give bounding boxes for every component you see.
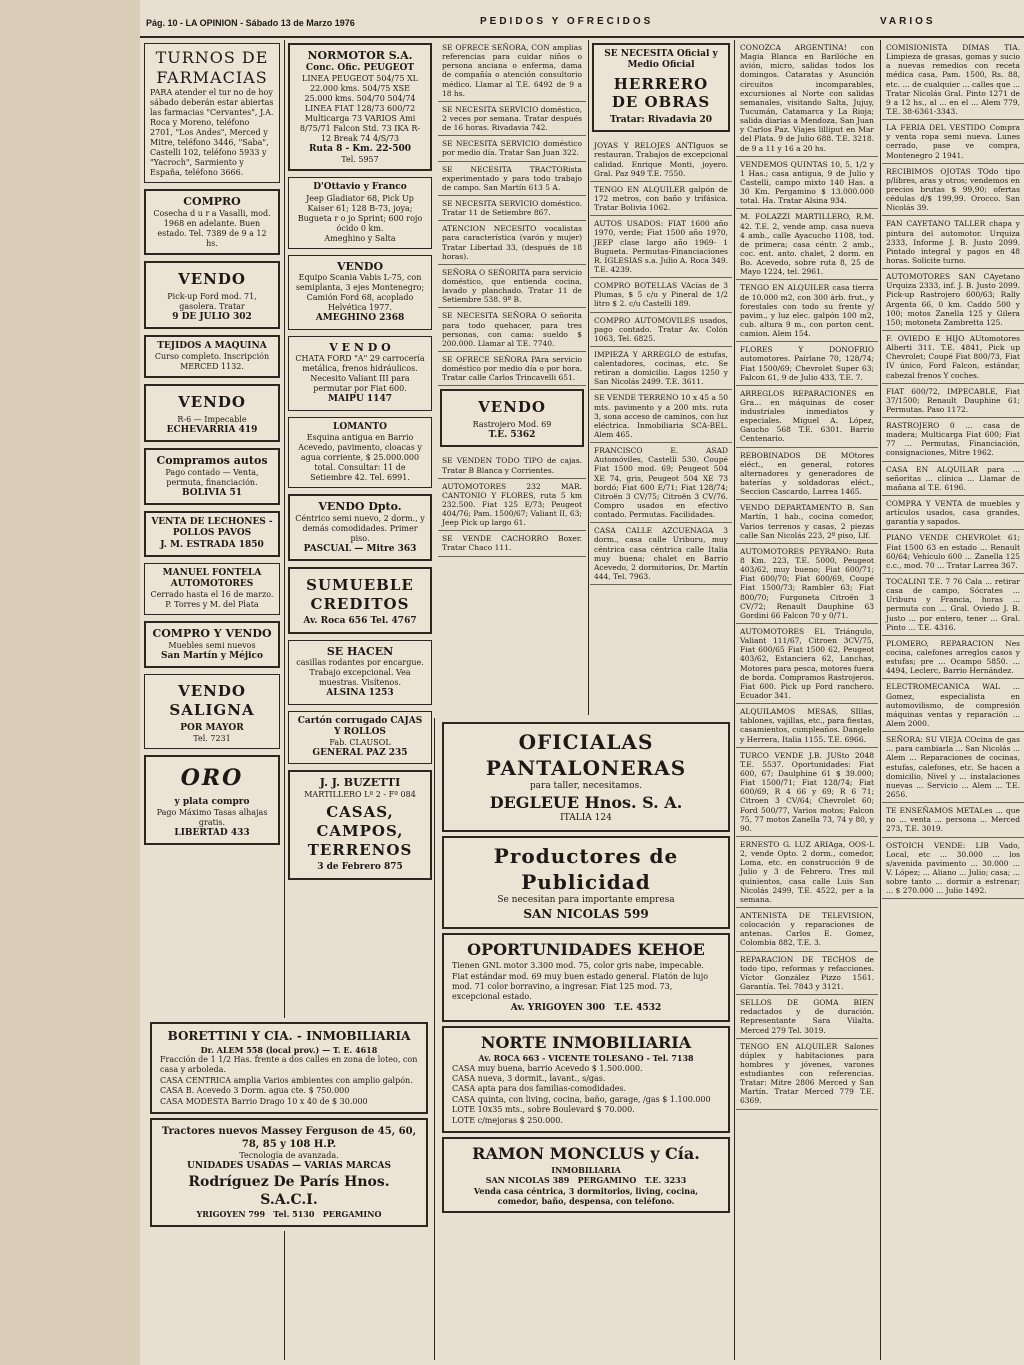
column-divider <box>880 40 881 1360</box>
classified-item: F. OVIEDO E HIJO AUtomotores Alberti 311. T.E. 4841, Pick up Chevrolet; Coupé Fiat 800/73, Fiat IV único, Ford Falcon, estándar, cabezal frenos Y coches. <box>882 331 1024 384</box>
column-divider <box>734 40 735 1360</box>
classified-item: CASA CALLE AZCUENAGA 3 dorm., casa calle Uriburu, muy céntrica casa céntrica calle Italia muy buena; chalet en Barrio Acevedo, 2 dormitorios, Dr. Martín 444, Tel. 7963. <box>590 523 732 585</box>
column-6 <box>882 40 1024 1360</box>
classified-item: ATENCION NECESITO vocalistas para característica (varón y mujer) Tratar Libertad 33, (después de 18 horas). <box>438 221 586 265</box>
ad-sumueble: SUMUEBLE CREDITOS Av. Roca 656 Tel. 4767 <box>288 567 432 634</box>
ad-rastrojero: VENDO Rastrojero Mod. 69 T.E. 5362 <box>440 389 584 447</box>
classified-item: AUTOMOTORES 232 MAR. CANTONIO Y FLORES, ruta 5 km 232.500. Fiat 125 E/73; Peugeot 404/76; Pam. 1500/67; Valiant II, 63; Jeep Pick up largo 61. <box>438 479 586 532</box>
classified-item: ELECTROMECANICA WAL ... Gomez, especialista en automovilismo, de compresión máquinas ventas y reparación ... Alem 2000. <box>882 679 1024 732</box>
ad-fontela: MANUEL FONTELA AUTOMOTORES Cerrado hasta el 16 de marzo. P. Torres y M. del Plata <box>144 563 280 616</box>
column-divider <box>588 40 589 715</box>
classified-item: FIAT 600/72, IMPECABLE, Fiat 37/1500; Renault Dauphine 61; Permutas. Paso 1172. <box>882 384 1024 418</box>
classified-item: JOYAS Y RELOJES ANTIguos se restauran. Trabajos de excepcional calidad. Enrique Monti, joyero. Gral. Paz 949 T.E. 7550. <box>590 138 732 182</box>
classified-item: SE VENDE TERRENO 10 x 45 a 50 mts. pavimento y a 200 mts. ruta 3, sona acceso de caminos, con luz eléctrica. Inmobiliaria SCA-BEL. Alem 465. <box>590 390 732 443</box>
classified-item: SE VENDEN TODO TIPO de cajas. Tratar B Blanca y Corrientes. <box>438 453 586 478</box>
classified-item: PLOMERO, REPARACION Nes cocina, calefones arreglos casos y estufas; pre ... Ocampo 5850. ... 4494, Leclerc, Barrio Hernández. <box>882 636 1024 680</box>
classified-item: OSTOICH VENDE: LIB Vado, Local, etc ... 30.000 ... los s/avenida pavimento ... 30.000 ... V. López; ... Aliano ... Julio; casa; ... sobre tanto ... dormir a estrenar; ... $ 270.000 ... Julio 1492. <box>882 838 1024 900</box>
ad-massey-ferguson: Tractores nuevos Massey Ferguson de 45, 60, 78, 85 y 108 H.P. Tecnología de avanzada. UNIDADES USADAS — VARIAS MARCAS Rodríguez De París Hnos. S.A.C.I. YRIGOYEN 799 Tel. 5130 PERGAMINO <box>150 1118 428 1227</box>
classified-item: SE OFRECE SEÑORA PAra servicio doméstico por medio día o por hora. Tratar calle Carlos Trincavelli 651. <box>438 352 586 386</box>
classified-item: TENGO EN ALQUILER galpón de 172 metros, con baño y trifásica. Tratar Bolivia 1062. <box>590 182 732 216</box>
ad-vendo-scania: VENDO Equipo Scania Vabis L-75, con semiplanta, 3 ejes Montenegro; Camión Ford 68, acoplado Helvética 1977. AMEGHINO 2368 <box>288 255 432 330</box>
ad-norte-inmobiliaria: NORTE INMOBILIARIA Av. ROCA 663 - VICENTE TOLESANO - Tel. 7138 CASA muy buena, barrio Acevedo $ 1.500.000. CASA nueva, 3 dormit., lavant., s/gas. CASA apta para dos familias-comodidades. CASA quinta, con living, cocina, baño, garage, /gas $ 1.100.000 LOTE 10x35 mts., sobre Boulevard $ 70.000. LOTE c/mejoras $ 250.000. <box>442 1026 730 1134</box>
ad-compro-vendo-muebles: COMPRO Y VENDO Muebles semi nuevos San Martín y Méjico <box>144 621 280 668</box>
classified-item: CONOZCA ARGENTINA! con Magia Blanca en Barilóche en avión, micro, salidas todos los domingos. Cataratas y Asunción circuitos incomparables, excursiones al Norte con salidas semanales, visitando Salta, Jujuy, Tucumán, Catamarca y La Rioja; salida diarias a Mendoza, San Juan y Carlos Paz. Viajes lilliput en Mar del Plata. 9 de Julio 688. T.E. 3218. de 9 a 11 y 16 a 20 hs. <box>736 40 878 157</box>
classified-item: COMPRO AUTOMOVILES usados, pago contado. Tratar Av. Colón 1063, Tel. 6825. <box>590 313 732 347</box>
ad-vendo-r6: VENDO R-6 — Impecable ECHEVARRIA 419 <box>144 384 280 442</box>
classified-item: COMPRA Y VENTA de muebles y artículos usados, casa grandes, garantía y sapados. <box>882 496 1024 530</box>
ad-productores-publicidad: Productores de Publicidad Se necesitan para importante empresa SAN NICOLAS 599 <box>442 836 730 929</box>
ad-oficialas-pantaloneras: OFICIALAS PANTALONERAS para taller, necesitamos. DEGLEUE Hnos. S. A. ITALIA 124 <box>442 722 730 832</box>
ad-dottavio: D'Ottavio y Franco Jeep Gladiator 68, Pick Up Kaiser 61; 128 B-73, joya; Bugueta r o jo Sprint; 600 rojo ócido 0 km. Ameghino y Salta <box>288 177 432 248</box>
column-5 <box>736 40 878 1360</box>
ad-vendo-chata: V E N D O CHATA FORD "A" 29 carrocería metálica, frenos hidráulicos. Necesito Valiant III para permutar por Fiat 600. MAIPU 1147 <box>288 336 432 411</box>
ad-se-hacen: SE HACEN casillas rodantes por encargue. Trabajo excepcional. Vea muestras. Visítenos. ALSINA 1253 <box>288 640 432 705</box>
classified-item: SE NECESITA SERVICIO doméstico. Tratar 11 de Setiembre 867. <box>438 196 586 221</box>
classified-item: COMPRO BOTELLAS VAcías de 3 Plumas, $ 5 c/u y Pineral de 1/2 litro $ 2. c/u Castelli 189. <box>590 278 732 312</box>
header-rule <box>140 36 1024 38</box>
ad-lomanto: LOMANTO Esquina antigua en Barrio Acevedo, pavimento, cloacas y agua corriente, $ 25.000.000 total. Consultar: 11 de Setiembre 42. Tel. 6991. <box>288 417 432 488</box>
classifieds-pedidos <box>438 40 586 386</box>
classified-item: SE OFRECE SEÑORA, CON amplias referencias para cuidar niños o persona anciana o enferma, dama de compañía o atención consultorio médico. Llamar al T.E. 6492 de 9 a 18 hs. <box>438 40 586 102</box>
page-line: Pág. 10 - LA OPINION - Sábado 13 de Marzo 1976 <box>146 18 355 28</box>
classified-item: RASTROJERO 0 ... casa de madera; Multicarga Fiat 600; Fiat 77 ... Permutas, Financiación, consignaciones, Mitre 1962. <box>882 418 1024 462</box>
classified-item: IMPIEZA Y ARREGLO de estufas, calentadores, cocinas, etc. Se retiran a domicilio. Lagos 1250 y San Nicolás 2499. T.E. 3611. <box>590 347 732 391</box>
ad-normotor: NORMOTOR S.A. Conc. Ofic. PEUGEOT LINEA PEUGEOT 504/75 XL 22.000 kms. 504/75 XSE 25.000 kms. 504/70 504/74 LINEA FIAT 128/73 600/72 Multicarga 73 VARIOS Ami 8/75/71 Falcon Std. 73 IKA R-12 Break 74 4/S/73 Ruta 8 - Km. 22-500 Tel. 5957 <box>288 43 432 171</box>
classified-item: SE NECESITA SERVICIO doméstico, 2 veces por semana. Tratar después de 16 horas. Rivadavia 742. <box>438 102 586 136</box>
classified-item: M. FOLAZZI MARTILLERO, R.M. 42. T.E. 2, vende amp. casa nueva 4 amb., calle Ayacucho 1108, tod. de primera; casa céntr. 2 amb., coc. ent. anto. chalet, 2 dorm. en Bo. Acevedo, sobre ruta 8, 25 de Mayo 1224, tel. 2961. <box>736 209 878 280</box>
classified-item: ARREGLOS REPARACIONES en Gra... en máquinas de coser industriales inmediatos y especiales. Miguel A. López, Gaucho 568 T.E. 6301. Barrio Centenario. <box>736 386 878 448</box>
classified-item: AUTOMOTORES EL Triángulo, Valiant 111/67, Citroen 3CV/75, Fiat 600/65 Fiat 1500 62, Peugeot 403/62, Estanciera 62, Lanchas, Motores para pesca, motores fuera de borda. Compramos Rastrojeros. Fiat 600. Pick up Ford ranchero. Ecuador 341. <box>736 624 878 704</box>
section-pedidos: PEDIDOS Y OFRECIDOS <box>480 16 654 27</box>
ad-herrero: SE NECESITA Oficial y Medio Oficial HERRERO DE OBRAS Tratar: Rivadavia 20 <box>592 43 730 132</box>
classified-item: ANTENISTA DE TELEVISION, colocación y reparaciones de antenas. Carlos E. Gomez, Colombia 882, T.E. 3. <box>736 908 878 952</box>
classified-item: VENDO DEPARTAMENTO B. San Martín, 1 hab., cocina comedor, Varios terrenos y casas, 2 piezas calle San Nicolás 223, 2º piso, Llf. <box>736 500 878 544</box>
classified-item: SEÑORA: SU VIEJA COcina de gas ... para cambiarla ... San Nicolás ... Alem ... Reparaciones de cocinas, estufas, calefones, etc. Se hacen a domicilio, Nivel y ... instalaciones nuevas ... Servicio ... Alem ... T.E. 2656. <box>882 732 1024 803</box>
classified-item: TE ENSEÑAMOS METALes ... que no ... venta ... persona ... Merced 273, T.E. 3019. <box>882 803 1024 837</box>
classified-item: RECIBIMOS OJOTAS TOdo tipo p/libres, aras y otros; vendemos en precios brutas $ 99,90; ofertas cédulas d/$ 199,99. Orocco. San Nicolás 39. <box>882 164 1024 217</box>
classified-item: SE NECESITA SEÑORA O señorita para todo quehacer, para tres personas, con cama: sueldo $ 200.000. Llamar al T.E. 7740. <box>438 308 586 352</box>
section-varios: VARIOS <box>880 16 936 27</box>
column-3 <box>438 40 586 715</box>
ad-vendo-saligna: VENDO SALIGNA POR MAYOR Tel. 7231 <box>144 674 280 749</box>
classified-item: LA FERIA DEL VESTIDO Compra y venta ropa semi nueva. Lunes cerrado, pase ve compra, Montenegro 2 1941. <box>882 120 1024 164</box>
column-divider <box>434 718 435 1360</box>
classified-item: FRANCISCO E. ASAD Automóviles, Castelli 530. Coupé Fiat 1500 mod. 69; Peugeot 504 XE 74, gris, Peugeot 504 XE 73 bordó; Fiat 600 E/71; Fiat 128/74; Citroën 3 CV/75; Citroën 3 CV/76. Compro usados en efectivo contado. Permutas. Facilidades. <box>590 443 732 523</box>
ad-compramos-autos: Compramos autos Pago contado — Venta, permuta, financiación. BOLIVIA 51 <box>144 448 280 505</box>
classified-item: SE NECESITA SERVICIO doméstico por medio día. Tratar San Juan 322. <box>438 136 586 161</box>
classified-item: ALQUILAMOS MESAS, SIllas, tablones, vajillas, etc., para fiestas, casamientos, cumpleaños. Dangelo y Herrera, Italia 1155. T.E. 6966. <box>736 704 878 748</box>
classified-item: SE NECESITA TRACTORista experimentado y para todo trabajo de campo. San Martín 613 5 A. <box>438 162 586 196</box>
ad-buzetti: J. J. BUZETTI MARTILLERO Lº 2 - Fº 084 CASAS, CAMPOS, TERRENOS 3 de Febrero 875 <box>288 770 432 879</box>
classified-item: SE VENDE CACHORRO Boxer. Tratar Chaco 111. <box>438 531 586 556</box>
ad-vendo-dpto: VENDO Dpto. Céntrico semi nuevo, 2 dorm., y demás comodidades. Primer piso. PASCUAL — Mitre 363 <box>288 494 432 561</box>
ad-vendo-pickup: VENDO Pick-up Ford mod. 71, gasolera. Tratar 9 DE JULIO 302 <box>144 261 280 329</box>
ad-tejidos: TEJIDOS A MAQUINA Curso completo. Inscripción MERCED 1132. <box>144 335 280 378</box>
classified-item: PIANO VENDE CHEVROlet 61; Fiat 1500 63 en estado ... Renault 60/64; Vehículo 600 ... Zanella 125 c.c., mod. 70 ... Tratar Larrea 367. <box>882 530 1024 574</box>
page-margin-scrap <box>0 0 140 1365</box>
classified-item: VENDEMOS QUINTAS 10, 5, 1/2 y 1 Has.; casa antigua, 9 de Julio y Castelli, campo mixto 140 Has. a 30 Km. Pergamino $ 13.000.000 total. Ha. Tratar Alsina 934. <box>736 157 878 210</box>
classified-item: REBOBINADOS DE MOtores eléct., en general, rotores alternadores y generadores de baterías y soldadoras eléct., Seccion Cascardo, Larrea 1465. <box>736 448 878 501</box>
classified-item: FLORES Y DONOFRIO automotores. Pairlane 70, 128/74; Fiat 1500/69; Chevrolet Super 63; Falcon 61, 9 de Julio 433, T.E. 7. <box>736 342 878 386</box>
classified-item: SEÑORA O SEÑORITA para servicio doméstico, que entienda cocina, lavado y planchado. Tratar 11 de Setiembre 538. 9º B. <box>438 265 586 309</box>
bottom-left-block <box>146 1018 432 1231</box>
ad-compro-cosecha: COMPRO Cosecha d u r a Vasalli, mod. 1968 en adelante. Buen estado. Tel. 7389 de 9 a 12 hs. <box>144 189 280 255</box>
ad-oportunidades-kehoe: OPORTUNIDADES KEHOE Tienen GNL motor 3.300 mod. 75, color gris nabe, impecable. Fiat estándar mod. 69 muy buen estado general. Fiatón de lujo mod. 71 color borravino, a ingresar. Fiat 125 mod. 73, excepcional estado. Av. YRIGOYEN 300 T.E. 4532 <box>442 933 730 1021</box>
classified-item: AUTOMOTORES PEYRANO: Ruta 8 Km. 223, T.E. 5000, Peugeot 403/62, muy bueno; Fiat 600/71; Fiat 600/70; Fiat 600/69, Coupé Fiat 1500/73; Rambler 63; Fiat 800/70; Furgoneta Citroën 3 CV/72; Renault Dauphine 63 Gordini 66 Falcon 70 y 0/71. <box>736 544 878 624</box>
classified-item: SELLOS DE GOMA BIEN redactados y de duración. Representante Sara Vilalta. Merced 279 Tel. 3019. <box>736 995 878 1039</box>
classified-item: TURCO VENDE J.B. JUSto 2048 T.E. 5537. Oportunidades: Fiat 600, 67; Daulphine 61 $ 39.000; Fiat 1500/71; Fiat 128/74; Fiat 600/69, R 4 66 y 69; R 6 71; Citroen 3 CV/64; Chevrolet 60; Ford 500/77, Varios motos; Falcon 75, 77 motos Zanella 73, 74 y 80, y 90. <box>736 748 878 837</box>
classified-item: TENGO EN ALQUILER casa tierra de 10.000 m2, con 300 árb. frut., y forestales con todo su frente y/ pavim., y luz elec. galpón 100 m2, cub. altura 9 m., con porton cent. camion. Alem 154. <box>736 280 878 342</box>
column-2 <box>286 40 434 873</box>
classified-item: COMISIONISTA DIMAS TIA. Limpieza de grasas, gomas y sucio a nuevas remedios con receta médica casa, Pam. 1500, Rs. 88, etc. ... de cualquier ... calles que ... Tratar Nicolás Gral. Pinto 1271 de 9 a 12 hs., al ... en el ... Alem 779, T.E. 38-6361-3343. <box>882 40 1024 120</box>
center-bottom-ads <box>438 718 734 1360</box>
classified-item: ERNESTO G. LUZ ARIAga, OOS-L 2, vende Opto. 2 dorm., comedor, Loma, etc. en construcción 9 de Julio y 3 de Febrero. Tres mil quinientos, casa calle Luis San Nicolás 2499, T.E. 4522, per a la semana. <box>736 837 878 908</box>
classified-item: REPARACION DE TECHOS de todo tipo, reformas y refacciones. Víctor González Pizzo 1561. Garantía. Tel. 7843 y 3121. <box>736 952 878 996</box>
classified-item: AUTOMOTORES SAN CAyetano Urquiza 2333, inf. J. B. Justo 2099. Pick-up Rastrojero 600/63; Rally Argenta 66, 0 km. Caddo 500 y 100; motos Zanella 125 y Gilera 150; motoneta Zambretta 125. <box>882 269 1024 331</box>
ad-lechones: VENTA DE LECHONES - POLLOS PAVOS J. M. ESTRADA 1850 <box>144 511 280 557</box>
classified-item: TENGO EN ALQUILER Salones dúplex y habitaciones para hombres y jóvenes, varones estudiantes con referencias. Tratar: Mitre 2806 Merced y San Martín. Tratar Merced 779 T.E. 6369. <box>736 1039 878 1110</box>
classified-item: AUTOS USADOS: FIAT 1600 año 1970, verde; Fiat 1500 año 1970, JEEP clase largo año 1969- 1 Bugueta. Permutas-Financiaciones R. IGLESIAS s.a. Julio A. Roca 349. T.E. 4239. <box>590 216 732 278</box>
ad-oro: ORO y plata compro Pago Máximo Tasas alhajas gratis. LIBERTAD 433 <box>144 755 280 845</box>
ad-turnos-farmacias: TURNOS DE FARMACIAS PARA atender el tur no de hoy sábado deberán estar abiertas las farmacias "Cervantes", J.A. Roca y Moreno, teléfono 2701, "Los Andes", Merced y Mitre, teléfono 3446, "Saba", Castelli 102, teléfono 5933 y "Yacroch", Sarmiento y España, teléfono 3666. <box>144 43 280 183</box>
classified-item: TOCALINI T.E. 7 76 Cala ... retirar casa de campo, Sócrates ... Uriburu y Francia, horas ... permuta con ... Gral. Oviedo J. B. Justo ... por entero, tener ... Gral. Pinto ... T.E. 4316. <box>882 574 1024 636</box>
classified-item: CASA EN ALQUILAR para ... señoritas ... clínica ... Llamar de mañana al T.E. 6196. <box>882 462 1024 496</box>
page-header <box>140 16 1024 34</box>
ad-ramon-monclus: RAMON MONCLUS y Cía. INMOBILIARIA SAN NICOLAS 389 PERGAMINO T.E. 3233 Venda casa céntrica, 3 dormitorios, living, cocina, comedor, baño, despensa, con teléfono. <box>442 1137 730 1213</box>
column-4 <box>590 40 732 715</box>
ad-carton: Cartón corrugado CAJAS Y ROLLOS Fab. CLAUSOL GENERAL PAZ 235 <box>288 711 432 765</box>
ad-borettini-inmobiliaria: BORETTINI Y CIA. - INMOBILIARIA Dr. ALEM 558 (local prov.) — T. E. 4618 Fracción de 1 1/2 Has. frente a dos calles en zona de loteo, con casa y arboleda. CASA CENTRICA amplia Varios ambientes con amplio galpón. CASA B. Acevedo 3 Dorm. agua cte. $ 750.000 CASA MODESTA Barrio Drago 10 x 40 de $ 30.000 <box>150 1022 428 1114</box>
classified-item: FAN CAYETANO TALLER chapa y pintura del automotor. Urquiza 2333, Informe J. B. Justo 2099. Pintado integral y pagos en 48 horas. Solicite turno. <box>882 216 1024 269</box>
